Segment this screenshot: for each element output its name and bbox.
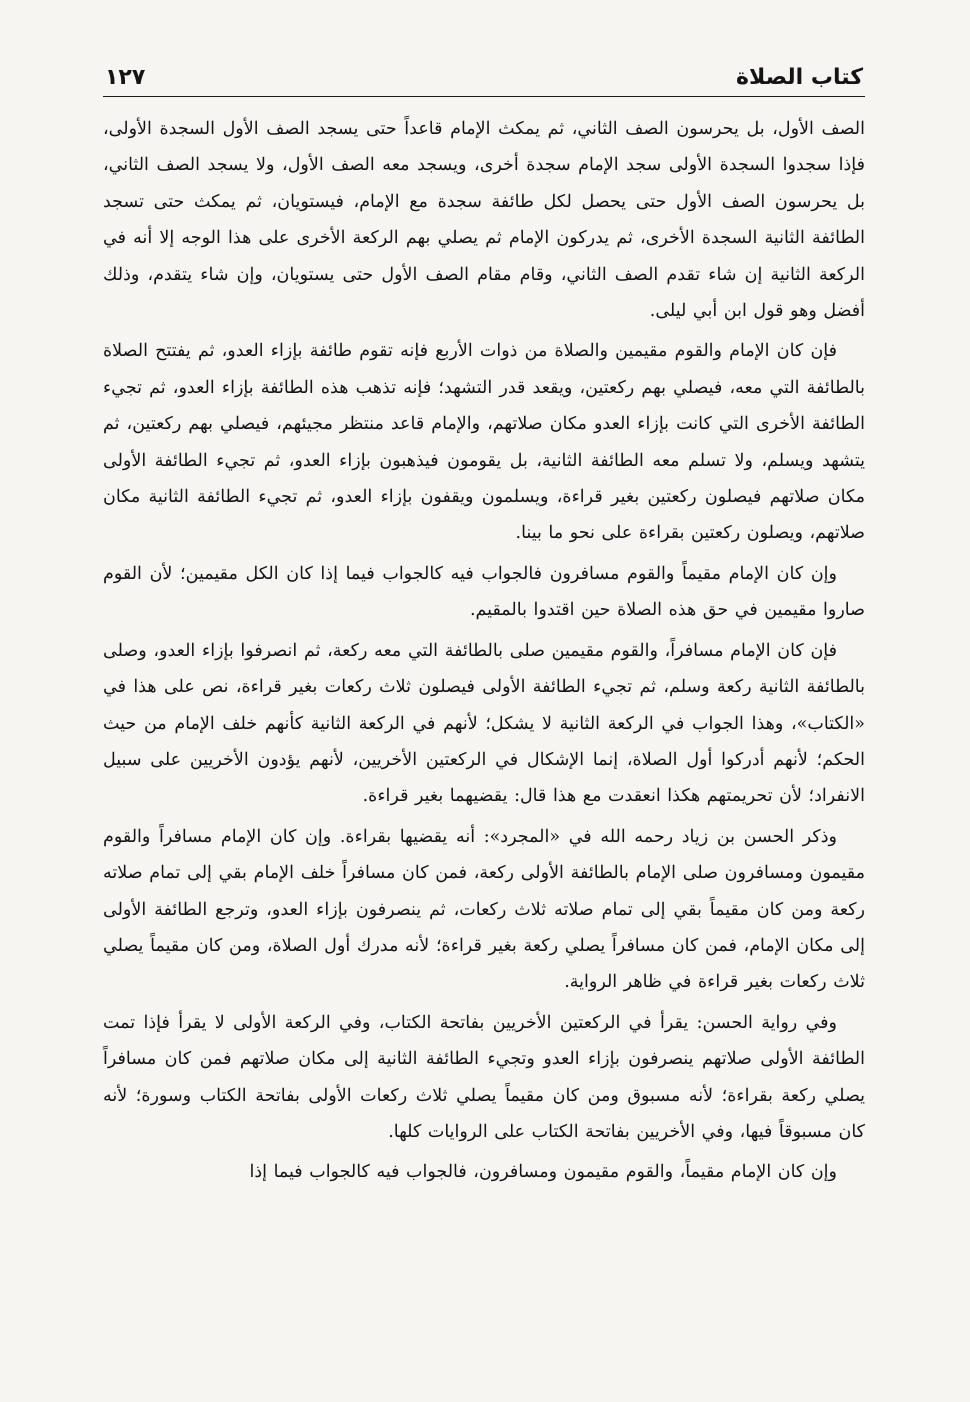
book-title: كتاب الصلاة [736,65,863,90]
page-header [103,58,865,97]
paragraph-5: وذكر الحسن بن زياد رحمه الله في «المجرد»: أنه يقضيها بقراءة. وإن كان الإمام مسافراً والقوم مقيمون ومسافرون صلى الإمام بالطائفة الأولى ركعة، فمن كان مسافراً خلف الإمام بقي إلى تمام صلاته ركعة ومن كان مقيماً بقي إلى تمام صلاته ثلاث ركعات، ثم ينصرفون بإزاء العدو، وترجع الطائفة الأولى إلى مكان الإمام، فمن كان مسافراً يصلي ركعة بغير قراءة؛ لأنه مدرك أول الصلاة، ومن كان مقيماً يصلي ثلاث ركعات بغير قراءة في ظاهر الرواية. [103,826,865,993]
paragraph-1: الصف الأول، بل يحرسون الصف الثاني، ثم يمكث الإمام قاعداً حتى يسجد الصف الأول السجدة الأولى، فإذا سجدوا السجدة الأولى سجد الإمام سجدة أخرى، ويسجد معه الصف الأول، ولا يسجد الصف الثاني، بل يحرسون الصف الأول حتى يحصل لكل طائفة سجدة مع الإمام، فيستويان، ثم يمكث حتى تسجد الطائفة الثانية السجدة الأخرى، ثم يدركون الإمام ثم يصلي بهم الركعة الأخرى على هذا الوجه إلا أنه في الركعة الثانية إن شاء تقدم الصف الثاني، وقام مقام الصف الأول حتى يستويان، وإن شاء يتقدم، وذلك أفضل وهو قول ابن أبي ليلى. [103,119,865,322]
page-number: ١٢٧ [105,65,146,90]
paragraph-6: وفي رواية الحسن: يقرأ في الركعتين الأخريين بفاتحة الكتاب، وفي الركعة الأولى لا يقرأ فإذا تمت الطائفة الأولى صلاتهم ينصرفون بإزاء العدو وتجيء الطائفة الثانية إلى مكان صلاتهم فمن كان مسافراً يصلي ركعة بقراءة؛ لأنه مسبوق ومن كان مقيماً يصلي ثلاث ركعات الأولى بفاتحة الكتاب وسورة؛ لأنه كان مسبوقاً فيها، وفي الأخريين بفاتحة الكتاب على الروايات كلها. [103,1012,865,1142]
page-body [103,111,865,1191]
paragraph-4: فإن كان الإمام مسافراً، والقوم مقيمين صلى بالطائفة التي معه ركعة، ثم انصرفوا بإزاء العدو، وصلى بالطائفة الثانية ركعة وسلم، ثم تجيء الطائفة الأولى فيصلون ثلاث ركعات بغير قراءة، نص على هذا في «الكتاب»، وهذا الجواب في الركعة الثانية لا يشكل؛ لأنهم في الركعة الثانية كأنهم خلف الإمام من حيث الحكم؛ لأنهم أدركوا أول الصلاة، إنما الإشكال في الركعتين الأخريين، لأنهم يؤدون الأخريين على سبيل الانفراد؛ لأن تحريمتهم هكذا انعقدت مع هذا قال: يقضيهما بغير قراءة. [103,640,865,807]
paragraph-2: فإن كان الإمام والقوم مقيمين والصلاة من ذوات الأربع فإنه تقوم طائفة بإزاء العدو، ثم يفتتح الصلاة بالطائفة التي معه، فيصلي بهم ركعتين، ويقعد قدر التشهد؛ فإنه تذهب هذه الطائفة بإزاء العدو، ثم تجيء الطائفة الأخرى التي كانت بإزاء العدو مكان صلاتهم، والإمام قاعد منتظر مجيئهم، فيصلي بهم ركعتين، ثم يتشهد ويسلم، ولا تسلم معه الطائفة الثانية، بل يقومون فيذهبون بإزاء العدو، ثم تجيء الطائفة الأولى مكان صلاتهم فيصلون ركعتين بغير قراءة، ويسلمون ويقفون بإزاء العدو، ثم تجيء الطائفة الثانية مكان صلاتهم، ويصلون ركعتين بقراءة على نحو ما بينا. [103,341,865,544]
paragraph-3: وإن كان الإمام مقيماً والقوم مسافرون فالجواب فيه كالجواب فيما إذا كان الكل مقيمين؛ لأن القوم صاروا مقيمين في حق هذه الصلاة حين اقتدوا بالمقيم. [103,563,865,621]
paragraph-7: وإن كان الإمام مقيماً، والقوم مقيمون ومسافرون، فالجواب فيه كالجواب فيما إذا [249,1162,837,1183]
